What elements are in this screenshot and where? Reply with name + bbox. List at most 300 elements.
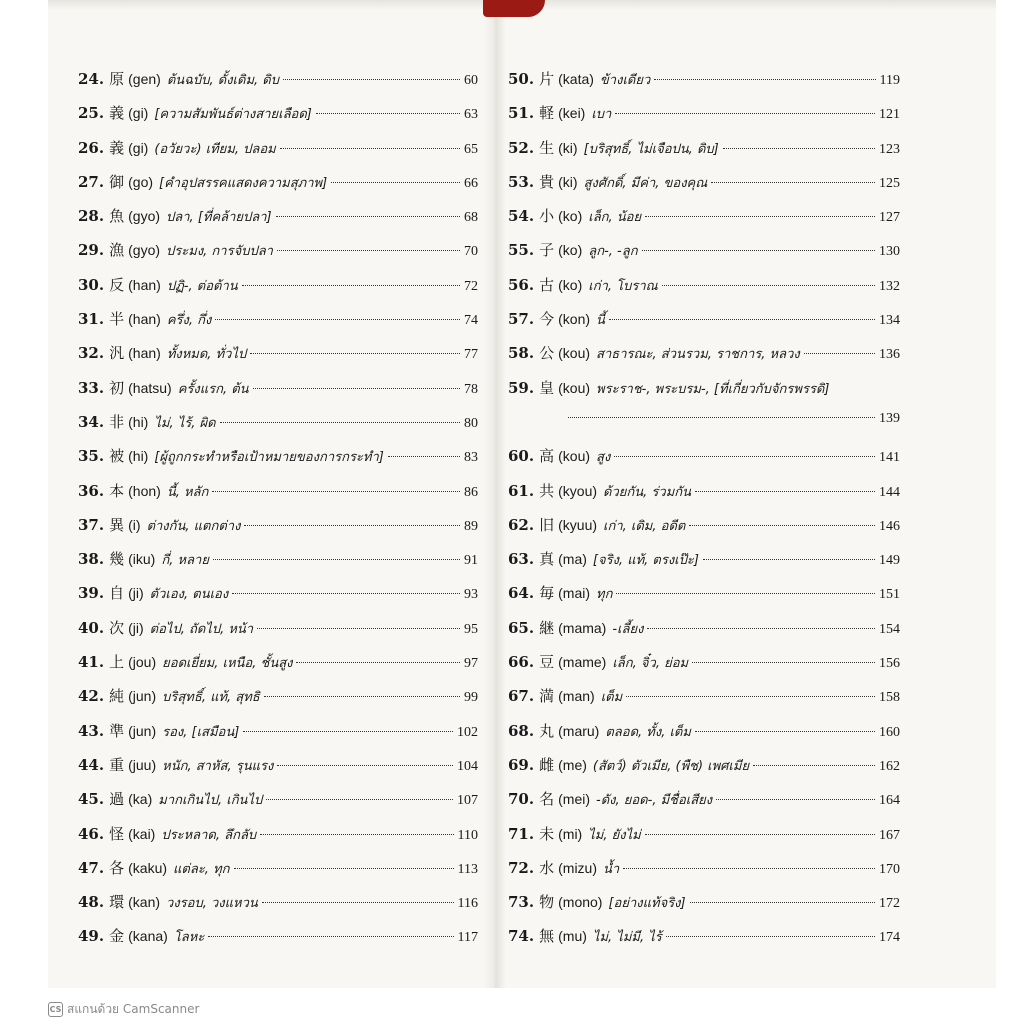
entry-romaji: (mai) xyxy=(558,585,591,602)
entry-kanji: 次 xyxy=(109,618,125,637)
entry-meaning: ครั้งแรก, ต้น xyxy=(177,381,249,397)
dot-leader xyxy=(666,935,875,937)
entry-meaning: [ผู้ถูกกระทำหรือเป้าหมายของการกระทำ] xyxy=(154,450,384,466)
entry-meaning: สูง xyxy=(596,450,611,466)
dot-leader xyxy=(568,416,875,418)
entry-romaji: (gyo) xyxy=(128,208,161,225)
entry-number: 49. xyxy=(78,927,105,946)
entry-meaning: ลูก-, -ลูก xyxy=(588,244,638,260)
entry-romaji: (jun) xyxy=(128,722,157,739)
entry-meaning: ต่างกัน, แตกต่าง xyxy=(146,518,241,534)
dot-leader xyxy=(695,490,875,492)
entry-kanji: 汎 xyxy=(109,344,125,363)
dot-leader xyxy=(645,833,875,835)
toc-entry xyxy=(508,171,900,205)
entry-number: 61. xyxy=(508,481,535,500)
entry-number: 65. xyxy=(508,618,535,637)
dot-leader xyxy=(609,318,875,320)
book-gutter xyxy=(484,0,506,988)
toc-entry xyxy=(78,925,478,959)
entry-number: 72. xyxy=(508,858,535,877)
entry-number: 24. xyxy=(78,70,105,88)
entry-kanji: 半 xyxy=(109,310,125,329)
entry-number: 66. xyxy=(508,653,535,672)
entry-meaning: แต่ละ, ทุก xyxy=(173,861,230,877)
entry-page-number: 139 xyxy=(879,410,900,426)
entry-page-number: 156 xyxy=(879,656,900,672)
entry-number: 41. xyxy=(78,653,105,672)
toc-entry xyxy=(78,823,478,857)
entry-number: 36. xyxy=(78,481,105,500)
entry-kanji: 古 xyxy=(539,275,555,294)
entry-page-number: 102 xyxy=(457,724,478,740)
entry-page-number: 83 xyxy=(464,450,478,466)
entry-page-number: 154 xyxy=(879,621,900,637)
entry-meaning: วงรอบ, วงแหวน xyxy=(166,896,258,912)
entry-page-number: 80 xyxy=(464,415,478,431)
entry-kanji: 軽 xyxy=(539,104,555,123)
entry-meaning: หนัก, สาหัส, รุนแรง xyxy=(162,758,274,774)
dot-leader xyxy=(283,78,460,80)
entry-kanji: 雌 xyxy=(539,755,555,774)
entry-number: 50. xyxy=(508,70,535,88)
toc-entry xyxy=(78,239,478,273)
entry-number: 44. xyxy=(78,755,105,774)
entry-romaji: (i) xyxy=(128,516,141,533)
entry-number: 68. xyxy=(508,721,535,740)
entry-romaji: (juu) xyxy=(128,756,157,773)
entry-meaning: สาธารณะ, ส่วนรวม, ราชการ, หลวง xyxy=(596,347,800,363)
entry-number: 27. xyxy=(78,172,105,191)
toc-entry xyxy=(78,514,478,548)
dot-leader xyxy=(662,284,875,286)
toc-entry xyxy=(78,445,478,479)
entry-page-number: 162 xyxy=(879,758,900,774)
toc-entry xyxy=(508,308,900,342)
entry-page-number: 70 xyxy=(464,244,478,260)
entry-page-number: 136 xyxy=(879,347,900,363)
entry-meaning: -ดัง, ยอด-, มีชื่อเสียง xyxy=(596,793,713,809)
toc-entry xyxy=(508,720,900,754)
dot-leader xyxy=(264,695,460,697)
entry-number: 69. xyxy=(508,755,535,774)
toc-entry xyxy=(508,788,900,822)
entry-romaji: (jun) xyxy=(128,688,157,705)
entry-number: 47. xyxy=(78,858,105,877)
entry-meaning: เบา xyxy=(591,107,612,123)
toc-entry xyxy=(78,857,478,891)
entry-romaji: (kou) xyxy=(558,345,591,362)
dot-leader xyxy=(220,421,460,423)
dot-leader xyxy=(716,798,875,800)
entry-romaji: (gyo) xyxy=(128,242,161,259)
entry-number: 31. xyxy=(78,310,105,329)
entry-romaji: (go) xyxy=(128,173,154,190)
toc-entry xyxy=(78,377,478,411)
entry-kanji: 豆 xyxy=(539,653,555,672)
toc-entry xyxy=(508,137,900,171)
toc-entry xyxy=(508,274,900,308)
entry-page-number: 91 xyxy=(464,553,478,569)
entry-page-number: 132 xyxy=(879,278,900,294)
entry-number: 56. xyxy=(508,275,535,294)
entry-page-number: 127 xyxy=(879,210,900,226)
entry-page-number: 174 xyxy=(879,930,900,946)
entry-meaning: เต็ม xyxy=(600,690,623,706)
entry-meaning: [อย่างแท้จริง] xyxy=(608,896,686,912)
entry-number: 38. xyxy=(78,550,105,569)
entry-romaji: (me) xyxy=(558,756,587,773)
entry-kanji: 原 xyxy=(109,70,125,88)
toc-entry xyxy=(508,548,900,582)
entry-page-number: 117 xyxy=(457,930,478,946)
entry-meaning: โลหะ xyxy=(173,930,205,946)
entry-number: 58. xyxy=(508,344,535,363)
entry-meaning: มากเกินไป, เกินไป xyxy=(158,793,263,809)
entry-page-number: 89 xyxy=(464,518,478,534)
entry-number: 30. xyxy=(78,275,105,294)
entry-kanji: 真 xyxy=(539,550,555,569)
entry-kanji: 今 xyxy=(539,310,555,329)
dot-leader xyxy=(689,524,875,526)
toc-entry xyxy=(78,548,478,582)
entry-meaning: ไม่, ไม่มี, ไร้ xyxy=(592,930,662,946)
dot-leader xyxy=(250,352,460,354)
dot-leader xyxy=(695,730,875,732)
entry-page-number: 60 xyxy=(464,73,478,88)
entry-romaji: (mama) xyxy=(558,619,607,636)
entry-number: 40. xyxy=(78,618,105,637)
entry-page-number: 134 xyxy=(879,313,900,329)
entry-page-number: 104 xyxy=(457,758,478,774)
entry-meaning: น้ำ xyxy=(603,861,620,877)
entry-romaji: (maru) xyxy=(558,722,600,739)
entry-page-number: 77 xyxy=(464,347,478,363)
toc-entry xyxy=(508,617,900,651)
entry-meaning: [บริสุทธิ์, ไม่เจือปน, ดิบ] xyxy=(583,141,719,157)
entry-kanji: 金 xyxy=(109,927,125,946)
entry-romaji: (hi) xyxy=(128,413,149,430)
dot-leader xyxy=(316,112,460,114)
entry-page-number: 146 xyxy=(879,518,900,534)
entry-kanji: 異 xyxy=(109,515,125,534)
entry-page-number: 68 xyxy=(464,210,478,226)
entry-romaji: (mi) xyxy=(558,825,583,842)
entry-kanji: 満 xyxy=(539,687,555,706)
entry-meaning: ประหลาด, ลึกลับ xyxy=(161,827,257,843)
toc-entry xyxy=(78,754,478,788)
entry-number: 52. xyxy=(508,138,535,157)
entry-meaning: ไม่, ไร้, ผิด xyxy=(154,415,216,431)
entry-meaning: เก่า, เดิม, อดีต xyxy=(603,518,686,534)
toc-entry xyxy=(508,823,900,857)
entry-meaning: ด้วยกัน, ร่วมกัน xyxy=(603,484,692,500)
entry-romaji: (kyou) xyxy=(558,482,598,499)
entry-kanji: 幾 xyxy=(109,550,125,569)
entry-page-number: 141 xyxy=(879,450,900,466)
entry-number: 57. xyxy=(508,310,535,329)
entry-number: 55. xyxy=(508,241,535,260)
toc-entry xyxy=(508,480,900,514)
entry-page-number: 125 xyxy=(879,175,900,191)
entry-number: 35. xyxy=(78,447,105,466)
entry-romaji: (mono) xyxy=(558,894,603,911)
toc-entry xyxy=(78,411,478,445)
dot-leader xyxy=(280,147,460,149)
entry-page-number: 66 xyxy=(464,175,478,191)
entry-meaning: ทุก xyxy=(596,587,613,603)
entry-page-number: 65 xyxy=(464,141,478,157)
entry-number: 26. xyxy=(78,138,105,157)
entry-romaji: (hi) xyxy=(128,448,149,465)
entry-page-number: 74 xyxy=(464,313,478,329)
entry-kanji: 継 xyxy=(539,618,555,637)
dot-leader xyxy=(647,627,875,629)
entry-kanji: 子 xyxy=(539,241,555,260)
entry-romaji: (iku) xyxy=(128,551,156,568)
entry-number: 53. xyxy=(508,172,535,191)
entry-kanji: 共 xyxy=(539,481,555,500)
toc-entry xyxy=(508,377,900,411)
entry-romaji: (ma) xyxy=(558,551,587,568)
entry-romaji: (kou) xyxy=(558,379,591,396)
toc-entry xyxy=(508,342,900,376)
entry-page-number: 97 xyxy=(464,656,478,672)
dot-leader xyxy=(616,592,875,594)
entry-romaji: (ki) xyxy=(558,139,578,156)
entry-meaning: พระราช-, พระบรม-, [ที่เกี่ยวกับจักรพรรดิ] xyxy=(596,381,830,397)
entry-romaji: (mizu) xyxy=(558,859,598,876)
entry-romaji: (gi) xyxy=(128,139,149,156)
entry-kanji: 過 xyxy=(109,790,125,809)
dot-leader xyxy=(213,558,460,560)
entry-number: 34. xyxy=(78,412,105,431)
entry-page-number: 119 xyxy=(879,73,900,88)
entry-kanji: 純 xyxy=(109,687,125,706)
entry-romaji: (kana) xyxy=(128,928,168,945)
toc-entry xyxy=(78,342,478,376)
entry-meaning: สูงศักดิ์, มีค่า, ของคุณ xyxy=(583,175,708,191)
entry-number: 29. xyxy=(78,241,105,260)
dot-leader xyxy=(703,558,875,560)
dot-leader xyxy=(296,661,460,663)
entry-romaji: (han) xyxy=(128,311,161,328)
camscanner-logo-icon: CS xyxy=(48,1002,63,1017)
entry-number: 32. xyxy=(78,344,105,363)
entry-meaning: ข้างเดียว xyxy=(599,73,651,88)
entry-kanji: 自 xyxy=(109,584,125,603)
entry-kanji: 義 xyxy=(109,104,125,123)
dot-leader xyxy=(277,764,453,766)
dot-leader xyxy=(645,215,875,217)
entry-meaning: ต้นฉบับ, ดั้งเดิม, ดิบ xyxy=(166,73,279,88)
entry-kanji: 義 xyxy=(109,138,125,157)
dot-leader xyxy=(262,901,454,903)
entry-kanji: 怪 xyxy=(109,824,125,843)
toc-entry xyxy=(78,788,478,822)
entry-number: 42. xyxy=(78,687,105,706)
entry-meaning: ประมง, การจับปลา xyxy=(166,244,273,260)
entry-page-number: 95 xyxy=(464,621,478,637)
entry-romaji: (ko) xyxy=(558,208,583,225)
toc-entry-continuation xyxy=(508,411,900,445)
toc-entry xyxy=(78,582,478,616)
dot-leader xyxy=(692,661,875,663)
entry-romaji: (kan) xyxy=(128,894,161,911)
toc-entry xyxy=(508,582,900,616)
toc-entry xyxy=(508,239,900,273)
toc-entry xyxy=(508,754,900,788)
dot-leader xyxy=(623,867,875,869)
entry-number: 43. xyxy=(78,721,105,740)
entry-romaji: (gi) xyxy=(128,105,149,122)
dot-leader xyxy=(212,490,460,492)
entry-kanji: 小 xyxy=(539,207,555,226)
dot-leader xyxy=(244,524,460,526)
entry-romaji: (han) xyxy=(128,345,161,362)
entry-meaning: -เลี้ยง xyxy=(612,621,644,637)
entry-kanji: 旧 xyxy=(539,515,555,534)
camscanner-watermark xyxy=(48,1000,199,1019)
entry-page-number: 149 xyxy=(879,553,900,569)
toc-right-column xyxy=(508,68,900,960)
entry-kanji: 生 xyxy=(539,138,555,157)
dot-leader xyxy=(266,798,453,800)
entry-romaji: (hon) xyxy=(128,482,161,499)
entry-meaning: ไม่, ยังไม่ xyxy=(588,827,641,843)
entry-number: 25. xyxy=(78,104,105,123)
dot-leader xyxy=(804,352,875,354)
entry-meaning: ทั้งหมด, ทั่วไป xyxy=(166,347,247,363)
entry-number: 46. xyxy=(78,824,105,843)
toc-entry xyxy=(508,68,900,102)
entry-meaning: [ความสัมพันธ์ต่างสายเลือด] xyxy=(154,107,312,123)
entry-number: 73. xyxy=(508,893,535,912)
entry-number: 70. xyxy=(508,790,535,809)
entry-kanji: 漁 xyxy=(109,241,125,260)
entry-kanji: 各 xyxy=(109,858,125,877)
entry-meaning: เล็ก, น้อย xyxy=(588,210,642,226)
entry-kanji: 物 xyxy=(539,893,555,912)
entry-page-number: 167 xyxy=(879,827,900,843)
dot-leader xyxy=(253,387,460,389)
toc-entry xyxy=(78,685,478,719)
entry-romaji: (man) xyxy=(558,688,595,705)
entry-meaning: บริสุทธิ์, แท้, สุทธิ xyxy=(162,690,260,706)
entry-romaji: (ko) xyxy=(558,276,583,293)
entry-meaning: (สัตว์) ตัวเมีย, (พืช) เพศเมีย xyxy=(592,758,750,774)
entry-romaji: (kyuu) xyxy=(558,516,598,533)
entry-kanji: 初 xyxy=(109,378,125,397)
toc-entry xyxy=(78,891,478,925)
dot-leader xyxy=(243,730,453,732)
entry-romaji: (kei) xyxy=(558,105,586,122)
dot-leader xyxy=(654,78,875,80)
entry-meaning: ตัวเอง, ตนเอง xyxy=(149,587,229,603)
dot-leader xyxy=(277,249,460,251)
entry-kanji: 公 xyxy=(539,344,555,363)
entry-meaning: ต่อไป, ถัดไป, หน้า xyxy=(149,621,254,637)
dot-leader xyxy=(234,867,454,869)
entry-kanji: 貴 xyxy=(539,172,555,191)
entry-romaji: (han) xyxy=(128,276,161,293)
entry-meaning: รอง, [เสมือน] xyxy=(162,724,240,740)
entry-romaji: (kai) xyxy=(128,825,156,842)
entry-number: 60. xyxy=(508,447,535,466)
entry-page-number: 172 xyxy=(879,896,900,912)
entry-number: 39. xyxy=(78,584,105,603)
entry-kanji: 本 xyxy=(109,481,125,500)
toc-entry xyxy=(78,480,478,514)
dot-leader xyxy=(642,249,875,251)
dot-leader xyxy=(331,181,460,183)
entry-page-number: 93 xyxy=(464,587,478,603)
entry-page-number: 86 xyxy=(464,484,478,500)
entry-page-number: 151 xyxy=(879,587,900,603)
entry-romaji: (jou) xyxy=(128,654,157,671)
entry-kanji: 被 xyxy=(109,447,125,466)
entry-romaji: (mame) xyxy=(558,654,607,671)
entry-number: 67. xyxy=(508,687,535,706)
entry-kanji: 反 xyxy=(109,275,125,294)
entry-page-number: 116 xyxy=(457,896,478,912)
toc-entry xyxy=(78,651,478,685)
entry-kanji: 無 xyxy=(539,927,555,946)
toc-entry xyxy=(508,685,900,719)
entry-page-number: 158 xyxy=(879,690,900,706)
watermark-text: สแกนด้วย CamScanner xyxy=(67,1002,200,1016)
entry-page-number: 130 xyxy=(879,244,900,260)
dot-leader xyxy=(260,833,453,835)
toc-entry xyxy=(78,308,478,342)
toc-entry xyxy=(78,137,478,171)
entry-number: 33. xyxy=(78,378,105,397)
dot-leader xyxy=(215,318,460,320)
dot-leader xyxy=(242,284,460,286)
entry-page-number: 99 xyxy=(464,690,478,706)
entry-romaji: (kaku) xyxy=(128,859,168,876)
entry-page-number: 123 xyxy=(879,141,900,157)
entry-meaning: นี้ xyxy=(596,313,605,329)
entry-romaji: (mu) xyxy=(558,928,587,945)
entry-kanji: 非 xyxy=(109,412,125,431)
entry-kanji: 皇 xyxy=(539,378,555,397)
entry-romaji: (ki) xyxy=(558,173,578,190)
entry-page-number: 72 xyxy=(464,278,478,294)
toc-entry xyxy=(508,651,900,685)
entry-romaji: (ko) xyxy=(558,242,583,259)
entry-meaning: ยอดเยี่ยม, เหนือ, ชั้นสูง xyxy=(162,656,293,672)
entry-kanji: 未 xyxy=(539,824,555,843)
entry-number: 45. xyxy=(78,790,105,809)
dot-leader xyxy=(257,627,460,629)
dot-leader xyxy=(711,181,875,183)
entry-kanji: 片 xyxy=(539,70,555,88)
entry-page-number: 107 xyxy=(457,793,478,809)
toc-entry xyxy=(508,514,900,548)
entry-romaji: (hatsu) xyxy=(128,379,172,396)
entry-kanji: 高 xyxy=(539,447,555,466)
toc-entry xyxy=(78,720,478,754)
entry-page-number: 164 xyxy=(879,793,900,809)
toc-entry xyxy=(78,205,478,239)
dot-leader xyxy=(614,455,875,457)
entry-kanji: 重 xyxy=(109,755,125,774)
entry-romaji: (kou) xyxy=(558,448,591,465)
entry-page-number: 121 xyxy=(879,107,900,123)
dot-leader xyxy=(615,112,875,114)
dot-leader xyxy=(232,592,460,594)
